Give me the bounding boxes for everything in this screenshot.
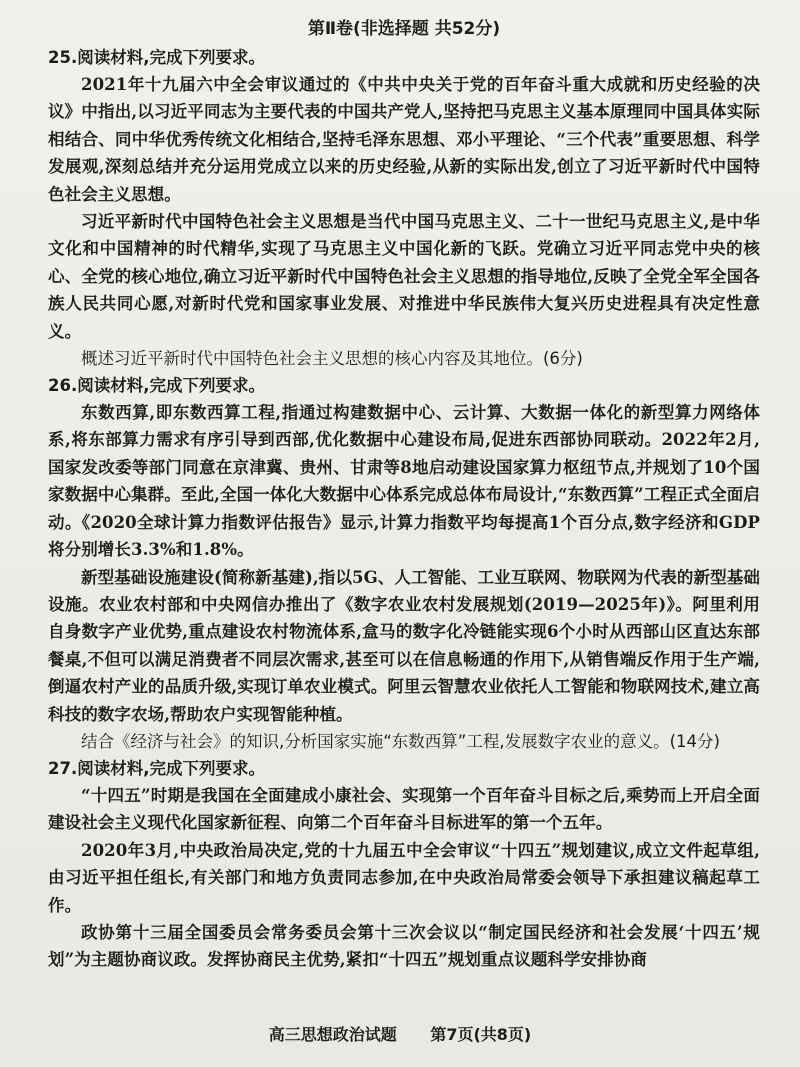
question-26 [48,372,760,755]
material-paragraph: 政协第十三届全国委员会常务委员会第十三次会议以“制定国民经济和社会发展‘十四五’规划”为主题协商议政。发挥协商民主优势,紧扣“十四五”规划重点议题科学安排协商 [48,922,760,970]
material-paragraph: 习近平新时代中国特色社会主义思想是当代中国马克思主义、二十一世纪马克思主义,是中华文化和中国精神的时代精华,实现了马克思主义中国化新的飞跃。党确立习近平同志党中央的核心、全党的核心地位,确立习近平新时代中国特色社会主义思想的指导地位,反映了全党全军全国各族人民共同心愿,对新时代党和国家事业发展、对推进中华民族伟大复兴历史进程具有决定性意义。 [48,212,760,341]
page-number: 第7页(共8页) [430,1025,532,1044]
question-task: 结合《经济与社会》的知识,分析国家实施“东数西算”工程,发展数字农业的意义。(14分) [81,731,720,751]
question-heading: 26.阅读材料,完成下列要求。 [48,376,265,396]
page-footer [0,1022,800,1045]
material-paragraph: 东数西算,即东数西算工程,指通过构建数据中心、云计算、大数据一体化的新型算力网络体系,将东部算力需求有序引导到西部,优化数据中心建设布局,促进东西部协同联动。2022年2月,国家发改委等部门同意在京津冀、贵州、甘肃等8地启动建设国家算力枢纽节点,并规划了10个国家数据中心集群。至此,全国一体化大数据中心体系完成总体布局设计,“东数西算”工程正式全面启动。《2020全球计算力指数评估报告》显示,计算力指数平均每提高1个百分点,数字经济和GDP将分别增长3.3%和1.8%。 [48,403,760,560]
material-paragraph: 2021年十九届六中全会审议通过的《中共中央关于党的百年奋斗重大成就和历史经验的决议》中指出,以习近平同志为主要代表的中国共产党人,坚持把马克思主义基本原理同中国具体实际相结合、同中华优秀传统文化相结合,坚持毛泽东思想、邓小平理论、“三个代表”重要思想、科学发展观,深刻总结并充分运用党成立以来的历史经验,从新的实际出发,创立了习近平新时代中国特色社会主义思想。 [48,75,760,204]
question-heading: 25.阅读材料,完成下列要求。 [48,48,265,67]
question-25 [48,44,760,372]
question-27 [48,755,760,974]
material-paragraph: 新型基础设施建设(简称新基建),指以5G、人工智能、工业互联网、物联网为代表的新型基础设施。农业农村部和中央网信办推出了《数字农业农村发展规划(2019—2025年)》。阿里利用自身数字产业优势,重点建设农村物流体系,盒马的数字化冷链能实现6个小时从西部山区直达东部餐桌,不但可以满足消费者不同层次需求,甚至可以在信息畅通的作用下,从销售端反作用于生产端,倒逼农村产业的品质升级,实现订单农业模式。阿里云智慧农业依托人工智能和物联网技术,建立高科技的数字农场,帮助农户实现智能种植。 [48,567,760,724]
section-title: 第Ⅱ卷(非选择题 共52分) [307,19,501,39]
exam-name: 高三思想政治试题 [268,1025,397,1044]
material-paragraph: “十四五”时期是我国在全面建成小康社会、实现第一个百年奋斗目标之后,乘势而上开启全面建设社会主义现代化国家新征程、向第二个百年奋斗目标进军的第一个五年。 [48,785,760,833]
question-heading: 27.阅读材料,完成下列要求。 [48,758,265,778]
question-task: 概述习近平新时代中国特色社会主义思想的核心内容及其地位。(6分) [81,349,583,369]
material-paragraph: 2020年3月,中央政治局决定,党的十九届五中全会审议“十四五”规划建议,成立文件起草组,由习近平担任组长,有关部门和地方负责同志参加,在中央政治局常委会领导下承担建议稿起草工作。 [48,840,760,915]
